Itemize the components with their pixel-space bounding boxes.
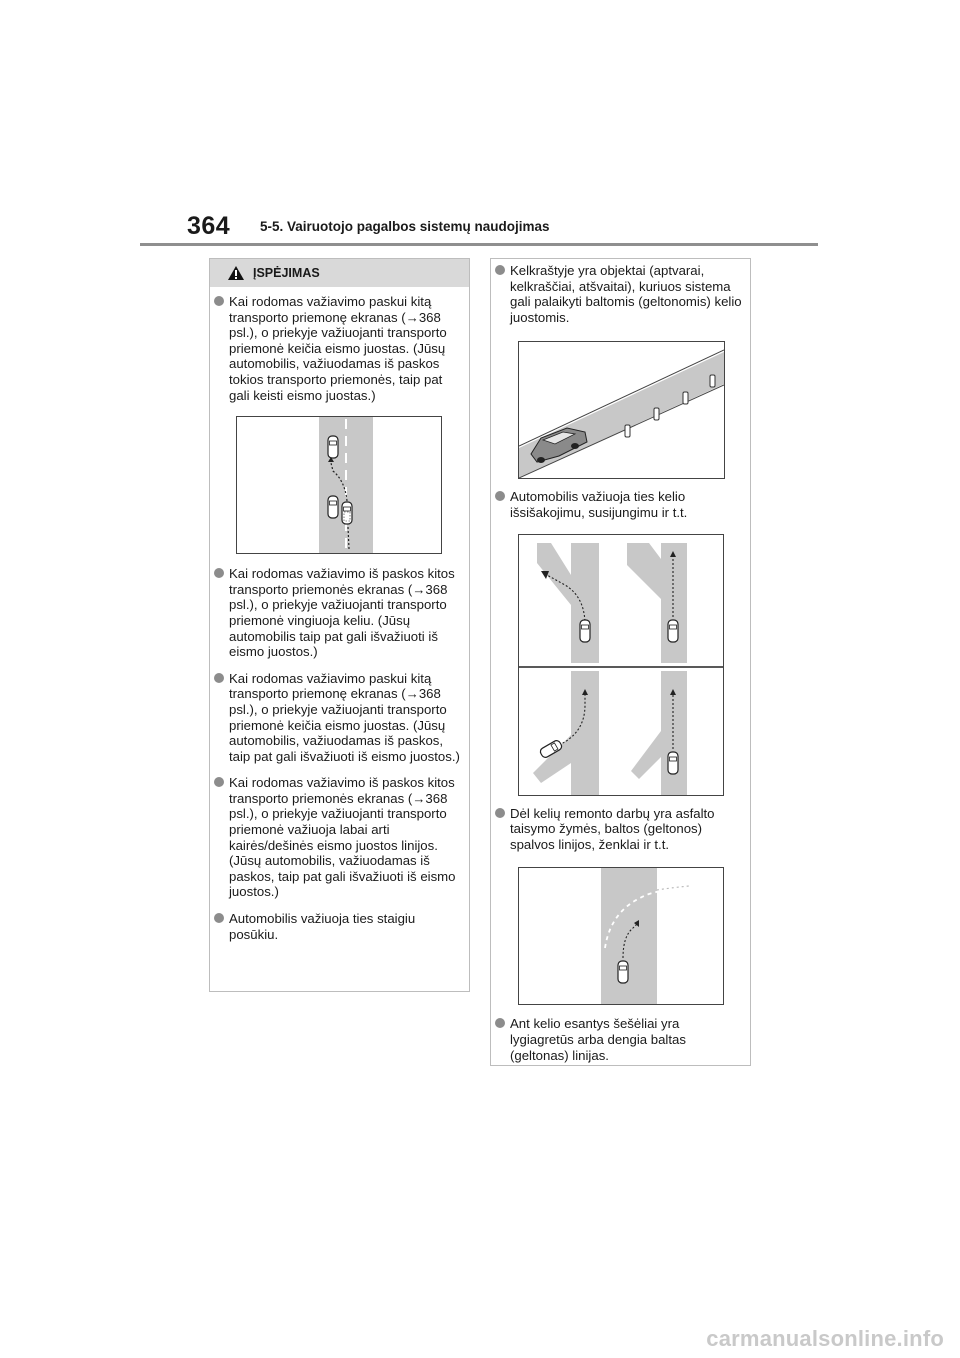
warning-item-text: Kai rodomas važiavimo paskui kitą transporto priemonę ekranas (→368 psl.), o priekyje važiuojanti transporto priemonė keičia eismo juostas. (Jūsų automobilis, važiuodamas iš paskos tokios transporto priemonės, taip pat gali keisti eismo juostas.) — [229, 294, 447, 403]
warning-header — [210, 259, 469, 287]
own-car-icon — [342, 502, 352, 524]
bullet-icon — [214, 913, 224, 923]
bullet-icon — [214, 568, 224, 578]
warning-item-text: Kai rodomas važiavimo iš paskos kitos transporto priemonės ekranas (→368 psl.), o priekyje važiuojanti transporto priemonė vingiuoja keliu. (Jūsų automobilis taip pat gali išvažiuoti iš eismo juostos.) — [229, 566, 455, 660]
watermark: carmanualsonline.info — [706, 1326, 944, 1351]
condition-item — [491, 1016, 750, 1063]
condition-item-text: Dėl kelių remonto darbų yra asfalto taisymo žymės, baltos (geltonos) spalvos linijos, ženklai ir t.t. — [510, 805, 715, 852]
condition-item-text: Kelkraštyje yra objektai (aptvarai, kelkraščiai, atšvaitai), kuriuos sistema gali palaikyti baltomis (geltonomis) kelio juostomis. — [510, 263, 742, 325]
warning-triangle-icon — [227, 265, 245, 281]
warning-title: ĮSPĖJIMAS — [253, 266, 320, 280]
bullet-icon — [495, 808, 505, 818]
warning-item — [210, 294, 469, 403]
bullet-icon — [214, 673, 224, 683]
warning-box — [209, 258, 470, 992]
bullet-icon — [495, 1018, 505, 1028]
warning-item — [210, 671, 469, 765]
condition-item — [491, 806, 750, 853]
warning-item — [210, 566, 469, 660]
bullet-icon — [214, 777, 224, 787]
figure-roadside-objects — [518, 341, 725, 479]
bullet-icon — [495, 265, 505, 275]
header-rule — [140, 243, 818, 246]
warning-item-text: Automobilis važiuoja ties staigiu posūkiu. — [229, 911, 416, 942]
figure-road-repair-marks — [518, 867, 724, 1005]
section-title: 5-5. Vairuotojo pagalbos sistemų naudojimas — [260, 219, 550, 234]
lead-car-icon — [328, 436, 338, 458]
warning-item — [210, 775, 469, 900]
other-car-icon — [328, 496, 338, 518]
condition-item — [491, 263, 750, 325]
warning-item-text: Kai rodomas važiavimo paskui kitą transporto priemonę ekranas (→368 psl.), o priekyje važiuojanti transporto priemonė keičia eismo juostas. (Jūsų automobilis, važiuodamas iš paskos, taip pat gali išvažiuoti iš eismo juostos.) — [229, 670, 460, 764]
condition-item-text: Automobilis važiuoja ties kelio išsišakojimu, susijungimu ir t.t. — [510, 489, 688, 520]
bullet-icon — [495, 491, 505, 501]
condition-item-text: Ant kelio esantys šešėliai yra lygiagretūs arba dengia baltas (geltonas) linijas. — [510, 1016, 686, 1063]
page-number: 364 — [187, 212, 231, 240]
condition-item — [491, 489, 750, 520]
warning-item — [210, 911, 469, 942]
warning-item-text: Kai rodomas važiavimo iš paskos kitos transporto priemonės ekranas (→368 psl.), o priekyje važiuojanti transporto priemonė važiuoja labai arti kairės/dešinės eismo juostos linijos. (Jūsų automobilis, važiuodamas iš paskos, taip pat gali išvažiuoti iš eismo juostos.) — [229, 775, 456, 900]
bullet-icon — [214, 296, 224, 306]
figure-lane-change — [236, 416, 442, 554]
figure-road-fork — [518, 534, 724, 796]
conditions-box — [490, 258, 751, 1066]
